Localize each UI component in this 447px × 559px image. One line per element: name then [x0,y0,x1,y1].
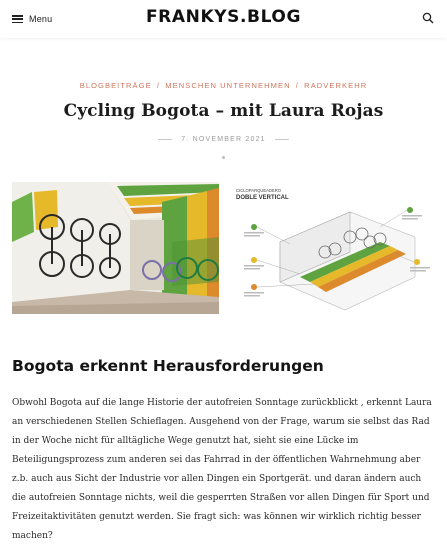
article-paragraph: Obwohl Bogota auf die lange Historie der autofreien Sonntage zurückblickt , erkennt Laura an verschiedenen Stellen Schieflagen. Ausgehend von der Frage, warum sie selbst das Rad in der Woche nicht für alltägliche Wege genutzt hat, sieht sie eine Lücke im Beteiligungsprozess zum anderen sei das Fahrrad in der öffentlichen Wahrnehmung aber z.b. auch aus Sicht der Industrie vor allen Dingen ein Sportgerät. und daran ändern auch die autofreien Sonntage nichts, weil die gesperrten Straßen vor allen Dingen für Sport und Freizeitaktivitäten genutzt werden. Sie fragt sich: was können wir wirklich richtig besser machen? [12,398,432,541]
post-date: 7. NOVEMBER 2021 [181,136,266,143]
category-link[interactable]: BLOGBEITRÄGE [79,81,152,90]
callout-marker [251,224,257,230]
divider-dot [222,156,225,159]
isometric-diagram-illustration [230,182,437,314]
callout-marker [414,259,420,265]
category-separator: / [156,81,161,90]
divider [158,139,172,140]
section-heading: Bogota erkennt Herausforderungen [12,357,324,375]
post-title: Cycling Bogota – mit Laura Rojas [63,101,384,121]
bike-parking-illustration [12,182,219,314]
category-link[interactable]: MENSCHEN UNTERNEHMEN [165,81,291,90]
site-logo[interactable]: FRANKYS.BLOG [145,7,302,27]
callout-marker [407,207,413,213]
category-link[interactable]: RADVERKEHR [304,81,368,90]
divider [275,139,289,140]
site-header [0,0,447,38]
category-separator: / [295,81,299,90]
post-meta [0,136,447,143]
diagram-heading-line1: CICLOPARQUEADERO [236,188,282,193]
callout-marker [251,284,257,290]
diagram-heading-line2: DOBLE VERTICAL [236,195,289,201]
post-categories [0,81,447,90]
menu-label: Menu [29,14,53,24]
bike-parking-photo[interactable] [12,182,219,314]
bike-parking-diagram[interactable] [230,182,437,314]
search-icon[interactable] [422,12,434,24]
callout-marker [251,257,257,263]
